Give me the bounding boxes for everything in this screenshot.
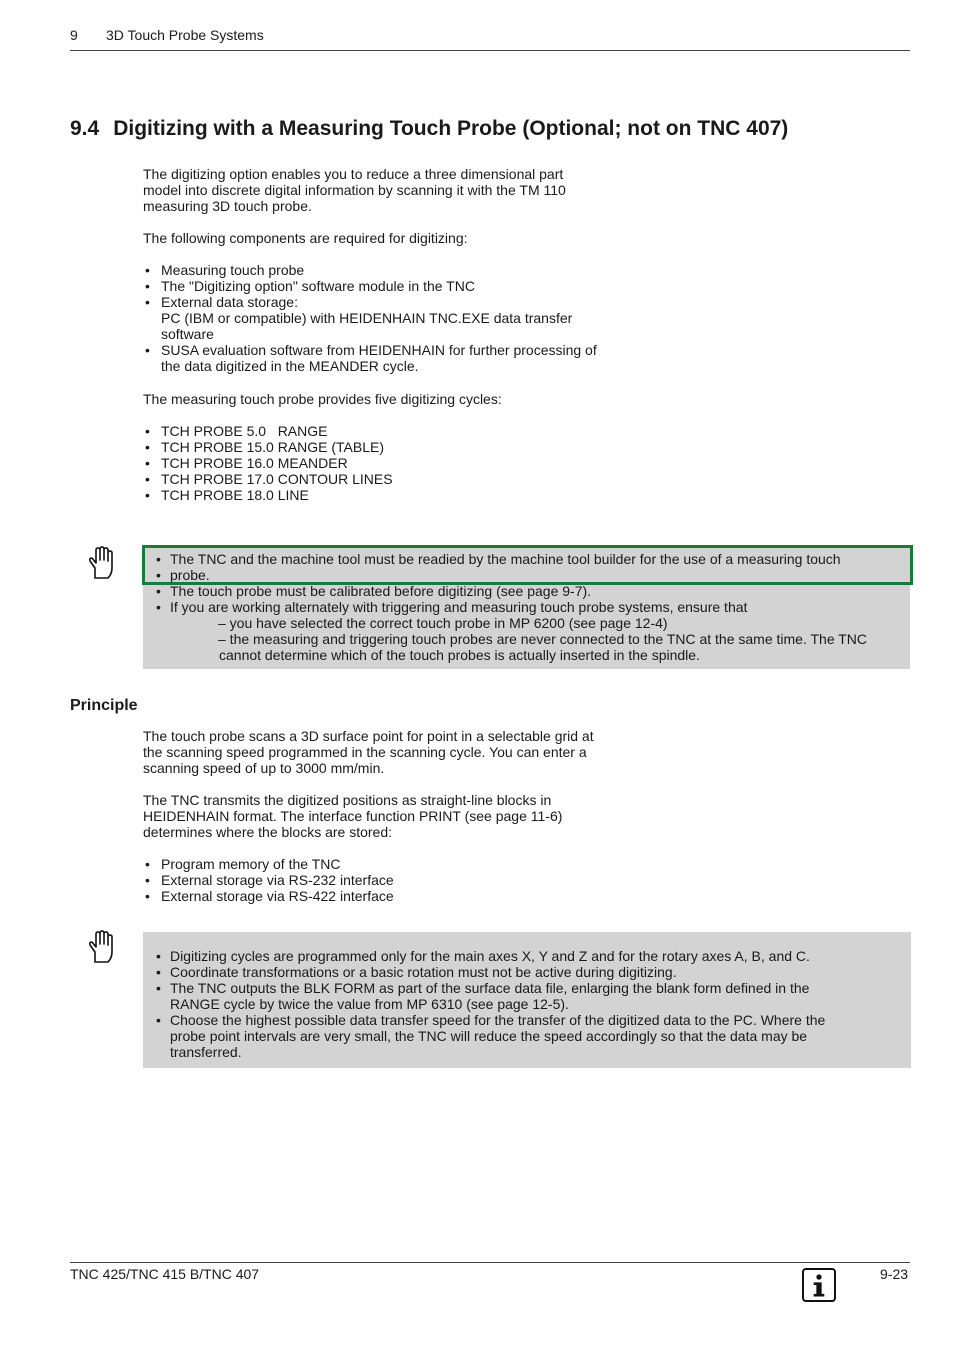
text-line: determines where the blocks are stored: (143, 824, 393, 840)
list-item: • External storage via RS-232 interface (143, 872, 643, 888)
note-subitem: – the measuring and triggering touch probes are never connected to the TNC at the same time. The TNC (218, 631, 868, 647)
text-line: The TNC transmits the digitized positions as straight-line blocks in (143, 792, 552, 808)
intro-paragraph-3: The measuring touch probe provides five digitizing cycles: (143, 391, 502, 407)
list-item: • TCH PROBE 17.0 CONTOUR LINES (143, 471, 643, 487)
note-item: • Coordinate transformations or a basic rotation must not be active during digitizing. (143, 964, 911, 980)
section-heading (70, 117, 788, 141)
text-line: model into discrete digital information by scanning it with the TM 110 (143, 182, 566, 198)
list-item: • Measuring touch probe (143, 262, 643, 278)
footer-rule (70, 1262, 910, 1263)
text-line: measuring 3D touch probe. (143, 198, 312, 214)
chapter-number: 9 (70, 27, 78, 43)
highlight-frame (142, 545, 913, 585)
note-item: • Choose the highest possible data transfer speed for the transfer of the digitized data to the PC. Where the probe point intervals are very small, the TNC will reduce the speed accordingly so that the data may be transferred. (143, 1012, 911, 1060)
info-icon (802, 1268, 836, 1302)
note-subitem: – you have selected the correct touch probe in MP 6200 (see page 12-4) (218, 615, 668, 631)
list-item: • TCH PROBE 16.0 MEANDER (143, 455, 643, 471)
text-line: The digitizing option enables you to reduce a three dimensional part (143, 166, 564, 182)
list-item: • SUSA evaluation software from HEIDENHAIN for further processing of the data digitized in the MEANDER cycle. (143, 342, 643, 374)
principle-paragraph-1 (143, 728, 633, 776)
header-rule (70, 50, 910, 51)
text-line: the scanning speed programmed in the scanning cycle. You can enter a (143, 744, 587, 760)
note-box-2 (143, 932, 911, 1068)
page-number: 9-23 (880, 1266, 909, 1282)
note-item: • The TNC and the machine tool must be readied by the machine tool builder for the use of a measuring touch (143, 551, 910, 567)
list-item: • External data storage: PC (IBM or compatible) with HEIDENHAIN TNC.EXE data transfer software (143, 294, 643, 342)
list-item: • TCH PROBE 18.0 LINE (143, 487, 643, 503)
text-line: scanning speed of up to 3000 mm/min. (143, 760, 385, 776)
note-item: • Digitizing cycles are programmed only for the main axes X, Y and Z and for the rotary axes A, B, and C. (143, 948, 911, 964)
footer-models: TNC 425/TNC 415 B/TNC 407 (70, 1266, 260, 1282)
list-item: • TCH PROBE 5.0 RANGE (143, 423, 643, 439)
list-item: • External storage via RS-422 interface (143, 888, 643, 904)
intro-paragraph-1 (143, 166, 633, 214)
list-item: • The "Digitizing option" software module in the TNC (143, 278, 643, 294)
storage-list (143, 856, 643, 904)
list-item: • TCH PROBE 15.0 RANGE (TABLE) (143, 439, 643, 455)
note-subitem: cannot determine which of the touch probes is actually inserted in the spindle. (219, 647, 700, 663)
principle-heading: Principle (70, 697, 138, 714)
hand-note-icon (86, 930, 116, 964)
note-item: • The TNC outputs the BLK FORM as part of the surface data file, enlarging the blank form defined in the RANGE cycle by twice the value from MP 6310 (see page 12-5). (143, 980, 911, 1012)
intro-paragraph-2: The following components are required for digitizing: (143, 230, 468, 246)
principle-paragraph-2 (143, 792, 633, 840)
components-list (143, 262, 643, 374)
note-item-continuation: • probe. (143, 567, 910, 583)
cycles-list (143, 423, 643, 503)
text-line: The touch probe scans a 3D surface point for point in a selectable grid at (143, 728, 594, 744)
hand-note-icon (86, 546, 116, 580)
section-number: 9.4 (70, 117, 100, 140)
list-item: • Program memory of the TNC (143, 856, 643, 872)
chapter-title: 3D Touch Probe Systems (106, 27, 264, 43)
note-item: • The touch probe must be calibrated before digitizing (see page 9-7). (143, 583, 910, 599)
text-line: HEIDENHAIN format. The interface function PRINT (see page 11-6) (143, 808, 563, 824)
section-title: Digitizing with a Measuring Touch Probe (Optional; not on TNC 407) (113, 117, 789, 140)
note-item: • If you are working alternately with triggering and measuring touch probe systems, ensure that (143, 599, 910, 615)
